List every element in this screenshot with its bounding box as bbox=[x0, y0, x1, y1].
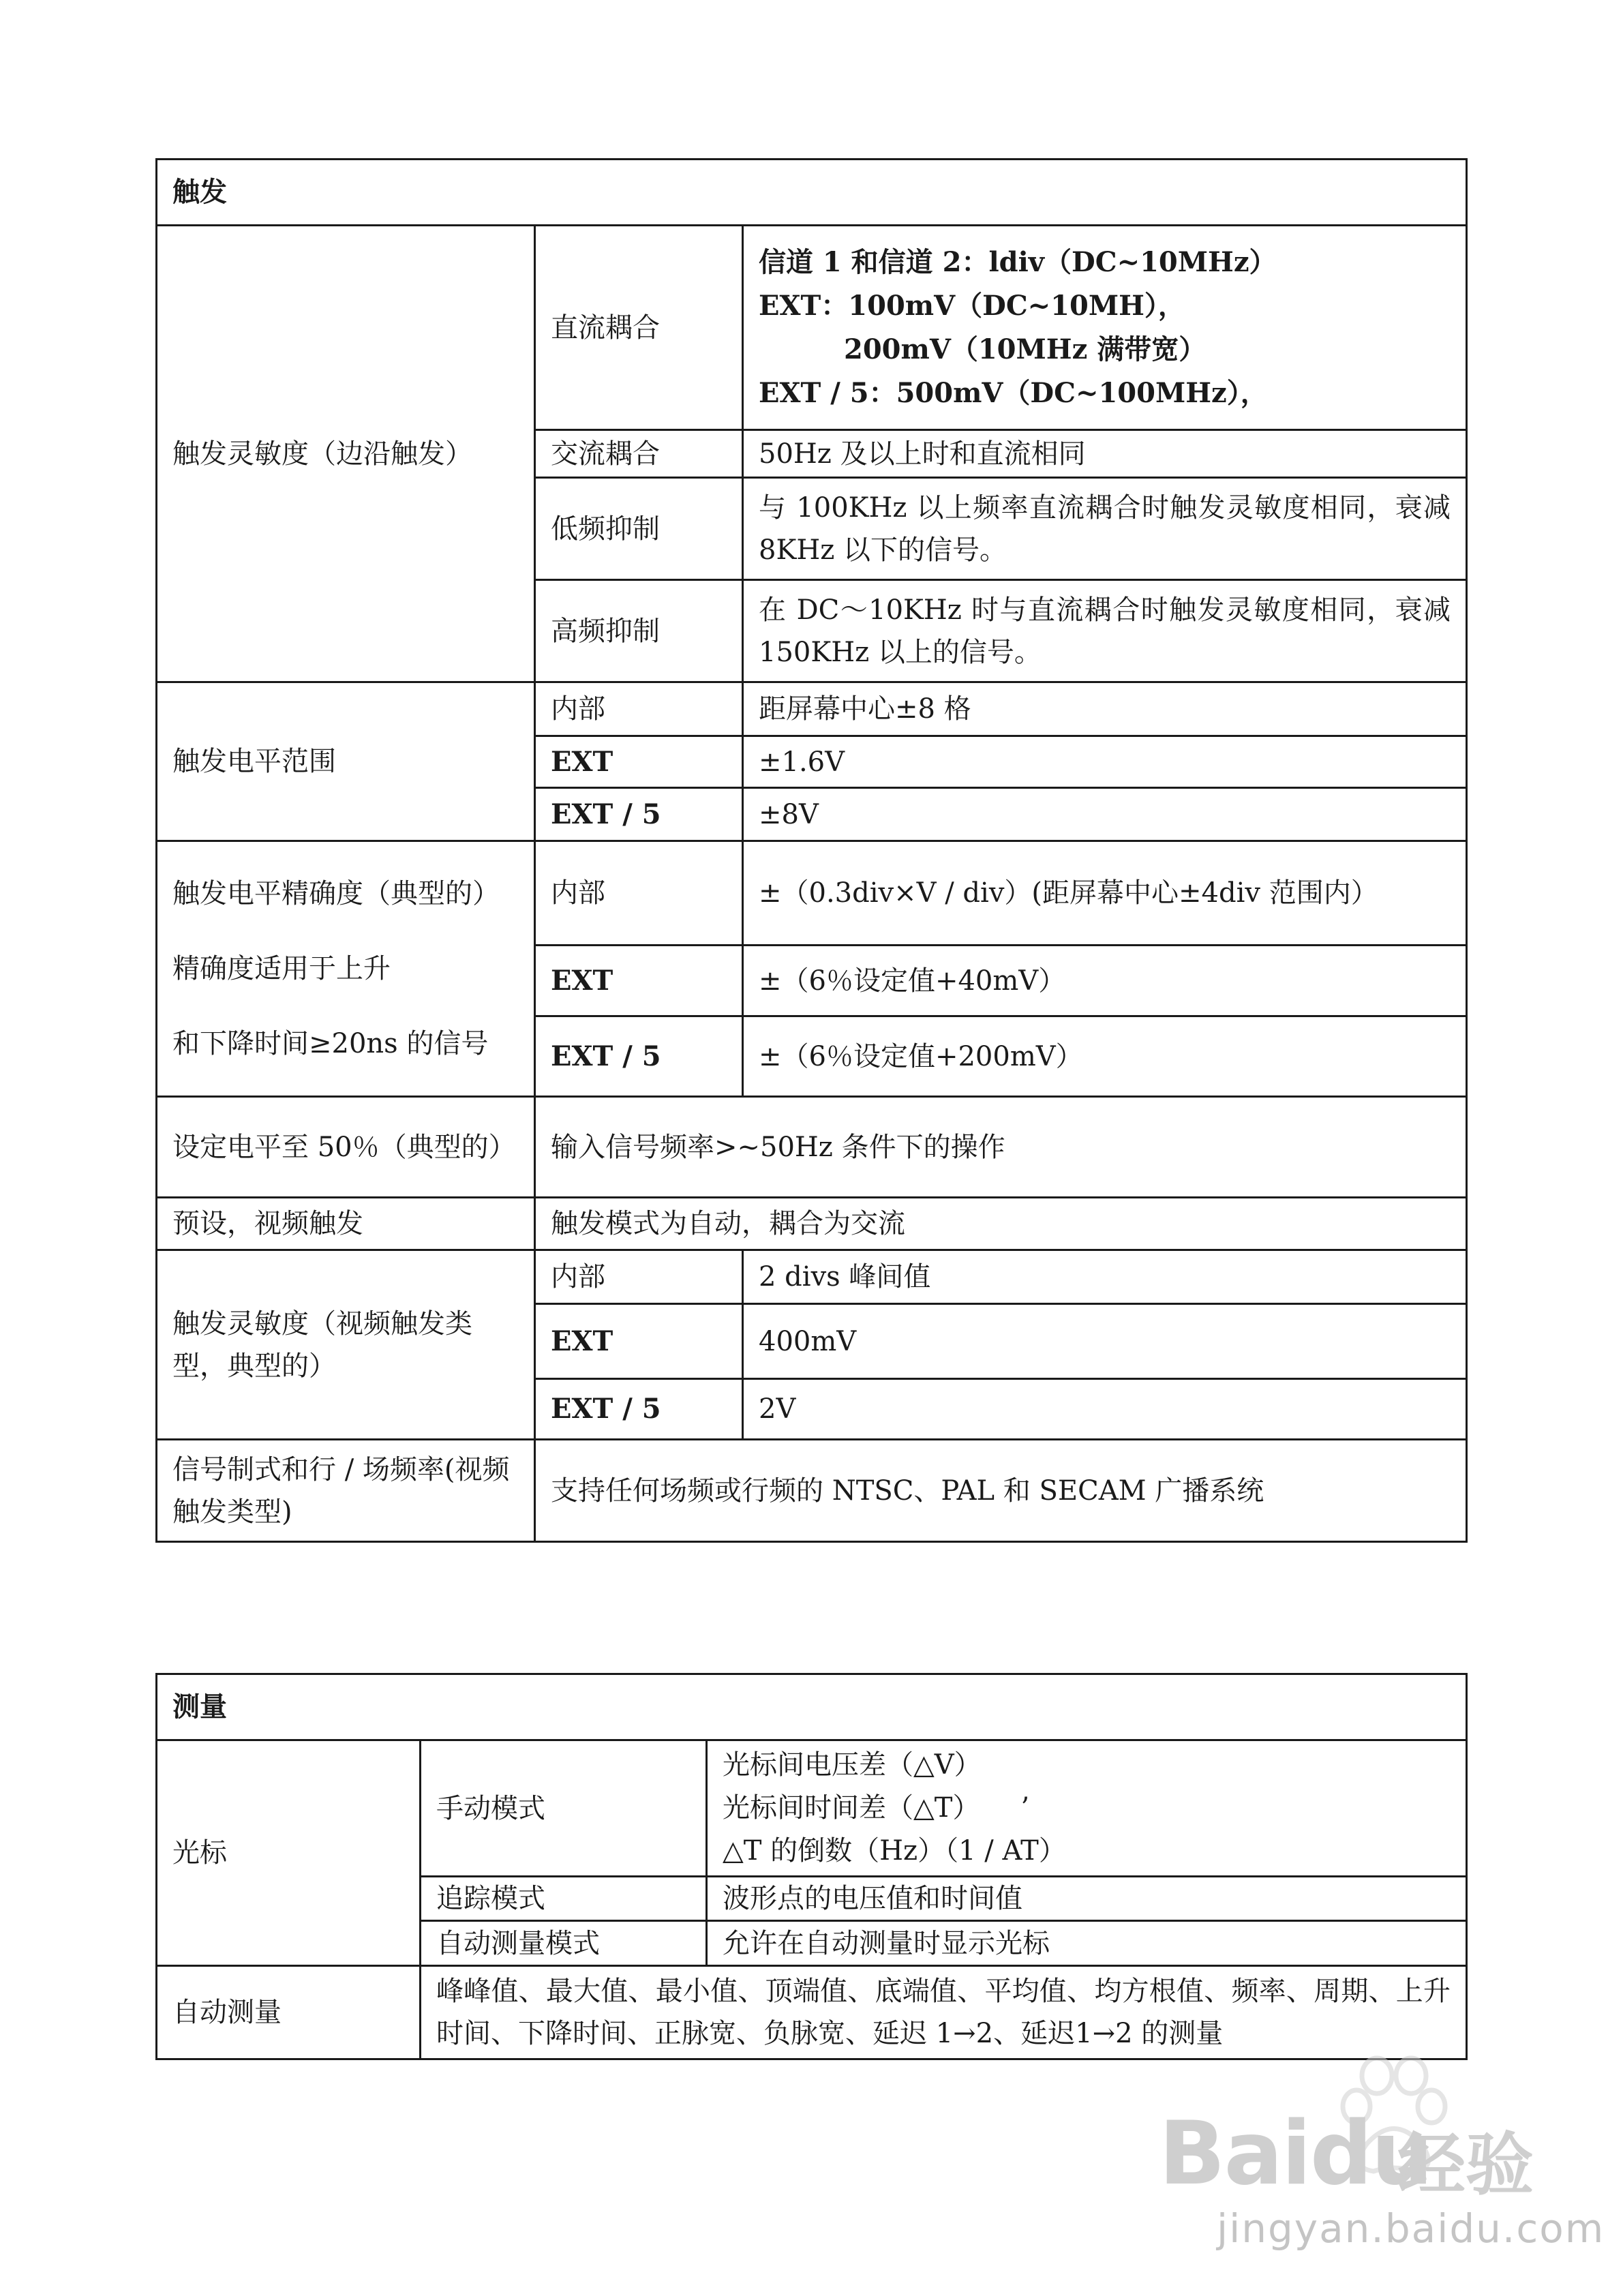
auto-measure-mode-label: 自动测量模式 bbox=[421, 1921, 707, 1966]
accuracy-value: ±（6％设定值+200mV） bbox=[743, 1016, 1467, 1097]
video-sensitivity-label: 触发灵敏度（视频触发类型，典型的） bbox=[157, 1250, 535, 1440]
dc-coupling-value bbox=[743, 226, 1467, 430]
video-sens-src: EXT bbox=[535, 1304, 743, 1379]
preset-video-label: 预设，视频触发 bbox=[157, 1198, 535, 1250]
manual-mode-value bbox=[707, 1740, 1467, 1877]
ac-coupling-value: 50Hz 及以上时和直流相同 bbox=[743, 430, 1467, 478]
auto-measure-mode-value: 允许在自动测量时显示光标 bbox=[707, 1921, 1467, 1966]
auto-measure-value: 峰峰值、最大值、最小值、顶端值、底端值、平均值、均方根值、频率、周期、上升时间、下降时间、正脉宽、负脉宽、延迟 1→2、延迟1→2 的测量 bbox=[421, 1966, 1467, 2059]
manual-line: △T 的倒数（Hz）（1 / AT） bbox=[723, 1835, 1066, 1867]
trigger-spec-table bbox=[155, 158, 1468, 1543]
preset-video-value: 触发模式为自动，耦合为交流 bbox=[535, 1198, 1467, 1250]
level-range-src: EXT bbox=[535, 736, 743, 788]
track-mode-label: 追踪模式 bbox=[421, 1877, 707, 1921]
dc-line: 信道 1 和信道 2：ldiv（DC~10MHz） bbox=[759, 245, 1277, 278]
accuracy-label-line: 触发电平精确度（典型的） bbox=[172, 878, 500, 909]
watermark-product: 经验 bbox=[1397, 2125, 1534, 2205]
dc-line: 200mV（10MHz 满带宽） bbox=[844, 333, 1207, 365]
accuracy-label-line: 和下降时间≥20ns 的信号 bbox=[172, 1028, 489, 1059]
level-range-value: ±1.6V bbox=[743, 736, 1467, 788]
signal-standard-value: 支持任何场频或行频的 NTSC、PAL 和 SECAM 广播系统 bbox=[535, 1440, 1467, 1542]
level-range-label: 触发电平范围 bbox=[157, 682, 535, 841]
edge-sensitivity-label: 触发灵敏度（边沿触发） bbox=[157, 226, 535, 682]
signal-standard-label: 信号制式和行 / 场频率(视频触发类型) bbox=[157, 1440, 535, 1542]
cursor-label: 光标 bbox=[157, 1740, 421, 1966]
video-sens-value: 2 divs 峰间值 bbox=[743, 1250, 1467, 1304]
video-sens-value: 400mV bbox=[743, 1304, 1467, 1379]
accuracy-value: ±（0.3div×V / div）(距屏幕中心±4div 范围内） bbox=[743, 841, 1467, 946]
watermark-url: jingyan.baidu.com bbox=[1217, 2205, 1605, 2252]
video-sens-value: 2V bbox=[743, 1379, 1467, 1440]
manual-line: 光标间时间差（△T） ’ bbox=[723, 1792, 1030, 1824]
trigger-section-title: 触发 bbox=[157, 160, 1467, 226]
video-sens-src: EXT / 5 bbox=[535, 1379, 743, 1440]
dc-line: EXT / 5：500mV（DC~100MHz）， bbox=[759, 376, 1268, 409]
manual-mode-label: 手动模式 bbox=[421, 1740, 707, 1877]
accuracy-value: ±（6％设定值+40mV） bbox=[743, 946, 1467, 1016]
ac-coupling-label: 交流耦合 bbox=[535, 430, 743, 478]
level-range-value: ±8V bbox=[743, 788, 1467, 841]
watermark-brand: Baidu bbox=[1159, 2103, 1432, 2205]
accuracy-label-line: 精确度适用于上升 bbox=[172, 953, 391, 984]
lf-reject-value: 与 100KHz 以上频率直流耦合时触发灵敏度相同，衰减 8KHz 以下的信号。 bbox=[743, 478, 1467, 580]
accuracy-src: EXT bbox=[535, 946, 743, 1016]
measure-spec-table bbox=[155, 1673, 1468, 2060]
dc-line: EXT：100mV（DC~10MH）， bbox=[759, 289, 1185, 322]
level-accuracy-label bbox=[157, 841, 535, 1097]
track-mode-value: 波形点的电压值和时间值 bbox=[707, 1877, 1467, 1921]
video-sens-src: 内部 bbox=[535, 1250, 743, 1304]
level-range-src: 内部 bbox=[535, 682, 743, 736]
manual-line: 光标间电压差（△V） bbox=[723, 1749, 982, 1781]
accuracy-src: 内部 bbox=[535, 841, 743, 946]
measure-section-title: 测量 bbox=[157, 1674, 1467, 1740]
set-50-label: 设定电平至 50％（典型的） bbox=[157, 1097, 535, 1198]
accuracy-src: EXT / 5 bbox=[535, 1016, 743, 1097]
lf-reject-label: 低频抑制 bbox=[535, 478, 743, 580]
hf-reject-label: 高频抑制 bbox=[535, 580, 743, 682]
auto-measure-label: 自动测量 bbox=[157, 1966, 421, 2059]
level-range-value: 距屏幕中心±8 格 bbox=[743, 682, 1467, 736]
set-50-value: 输入信号频率>~50Hz 条件下的操作 bbox=[535, 1097, 1467, 1198]
level-range-src: EXT / 5 bbox=[535, 788, 743, 841]
dc-coupling-label: 直流耦合 bbox=[535, 226, 743, 430]
hf-reject-value: 在 DC～10KHz 时与直流耦合时触发灵敏度相同，衰减 150KHz 以上的信号。 bbox=[743, 580, 1467, 682]
